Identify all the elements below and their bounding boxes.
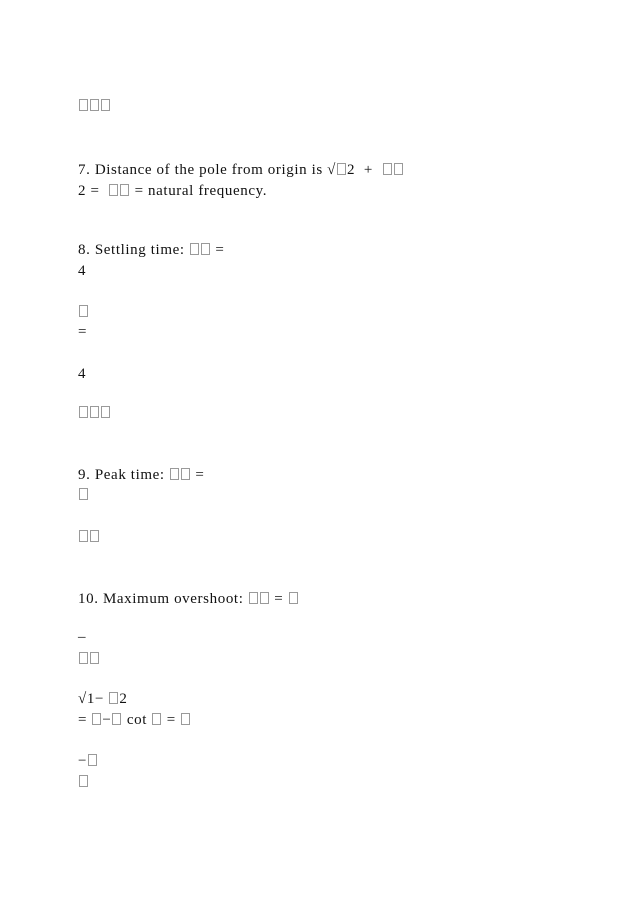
missing-glyph-box	[181, 713, 190, 725]
text-line-4: 8. Settling time: =	[78, 242, 225, 258]
text-line-6	[78, 303, 89, 321]
text-line-18: −	[78, 752, 98, 770]
text-line-12	[78, 528, 100, 546]
missing-glyph-box	[101, 406, 110, 418]
missing-glyph-box	[90, 652, 99, 664]
text-line-13: 10. Maximum overshoot: =	[78, 590, 299, 608]
missing-glyph-box	[249, 592, 258, 604]
text-line-3: 2 = = natural frequency.	[78, 183, 268, 199]
missing-glyph-box	[181, 468, 190, 480]
missing-glyph-box	[109, 184, 118, 196]
missing-glyph-box	[79, 488, 88, 500]
text-line-14: –	[78, 629, 87, 645]
missing-glyph-box	[90, 99, 99, 111]
missing-glyph-box	[90, 406, 99, 418]
missing-glyph-box	[289, 592, 298, 604]
text-line-2: 7. Distance of the pole from origin is √ 2 +	[78, 161, 404, 179]
missing-glyph-box	[120, 184, 129, 196]
text-line-5: 4	[78, 263, 87, 279]
missing-glyph-box	[170, 468, 179, 480]
text-line-9	[78, 404, 111, 422]
missing-glyph-box	[79, 99, 88, 111]
missing-glyph-box	[152, 713, 161, 725]
text-line-15	[78, 650, 100, 668]
missing-glyph-box	[101, 99, 110, 111]
missing-glyph-box	[260, 592, 269, 604]
missing-glyph-box	[109, 692, 118, 704]
missing-glyph-box	[190, 243, 199, 255]
missing-glyph-box	[201, 243, 210, 255]
missing-glyph-box	[88, 754, 97, 766]
missing-glyph-box	[79, 305, 88, 317]
missing-glyph-box	[79, 775, 88, 787]
text-line-8: 4	[78, 366, 87, 382]
text-line-17: = − cot =	[78, 711, 191, 729]
missing-glyph-box	[394, 163, 403, 175]
missing-glyph-box	[92, 713, 101, 725]
missing-glyph-box	[383, 163, 392, 175]
text-line-7: =	[78, 324, 88, 340]
text-line-1	[78, 97, 111, 115]
text-line-10: 9. Peak time: =	[78, 467, 205, 483]
missing-glyph-box	[337, 163, 346, 175]
missing-glyph-box	[79, 406, 88, 418]
missing-glyph-box	[112, 713, 121, 725]
text-line-16: √1− 2	[78, 691, 128, 707]
missing-glyph-box	[79, 652, 88, 664]
text-line-11	[78, 486, 89, 504]
missing-glyph-box	[90, 530, 99, 542]
text-line-19	[78, 773, 89, 791]
missing-glyph-box	[79, 530, 88, 542]
